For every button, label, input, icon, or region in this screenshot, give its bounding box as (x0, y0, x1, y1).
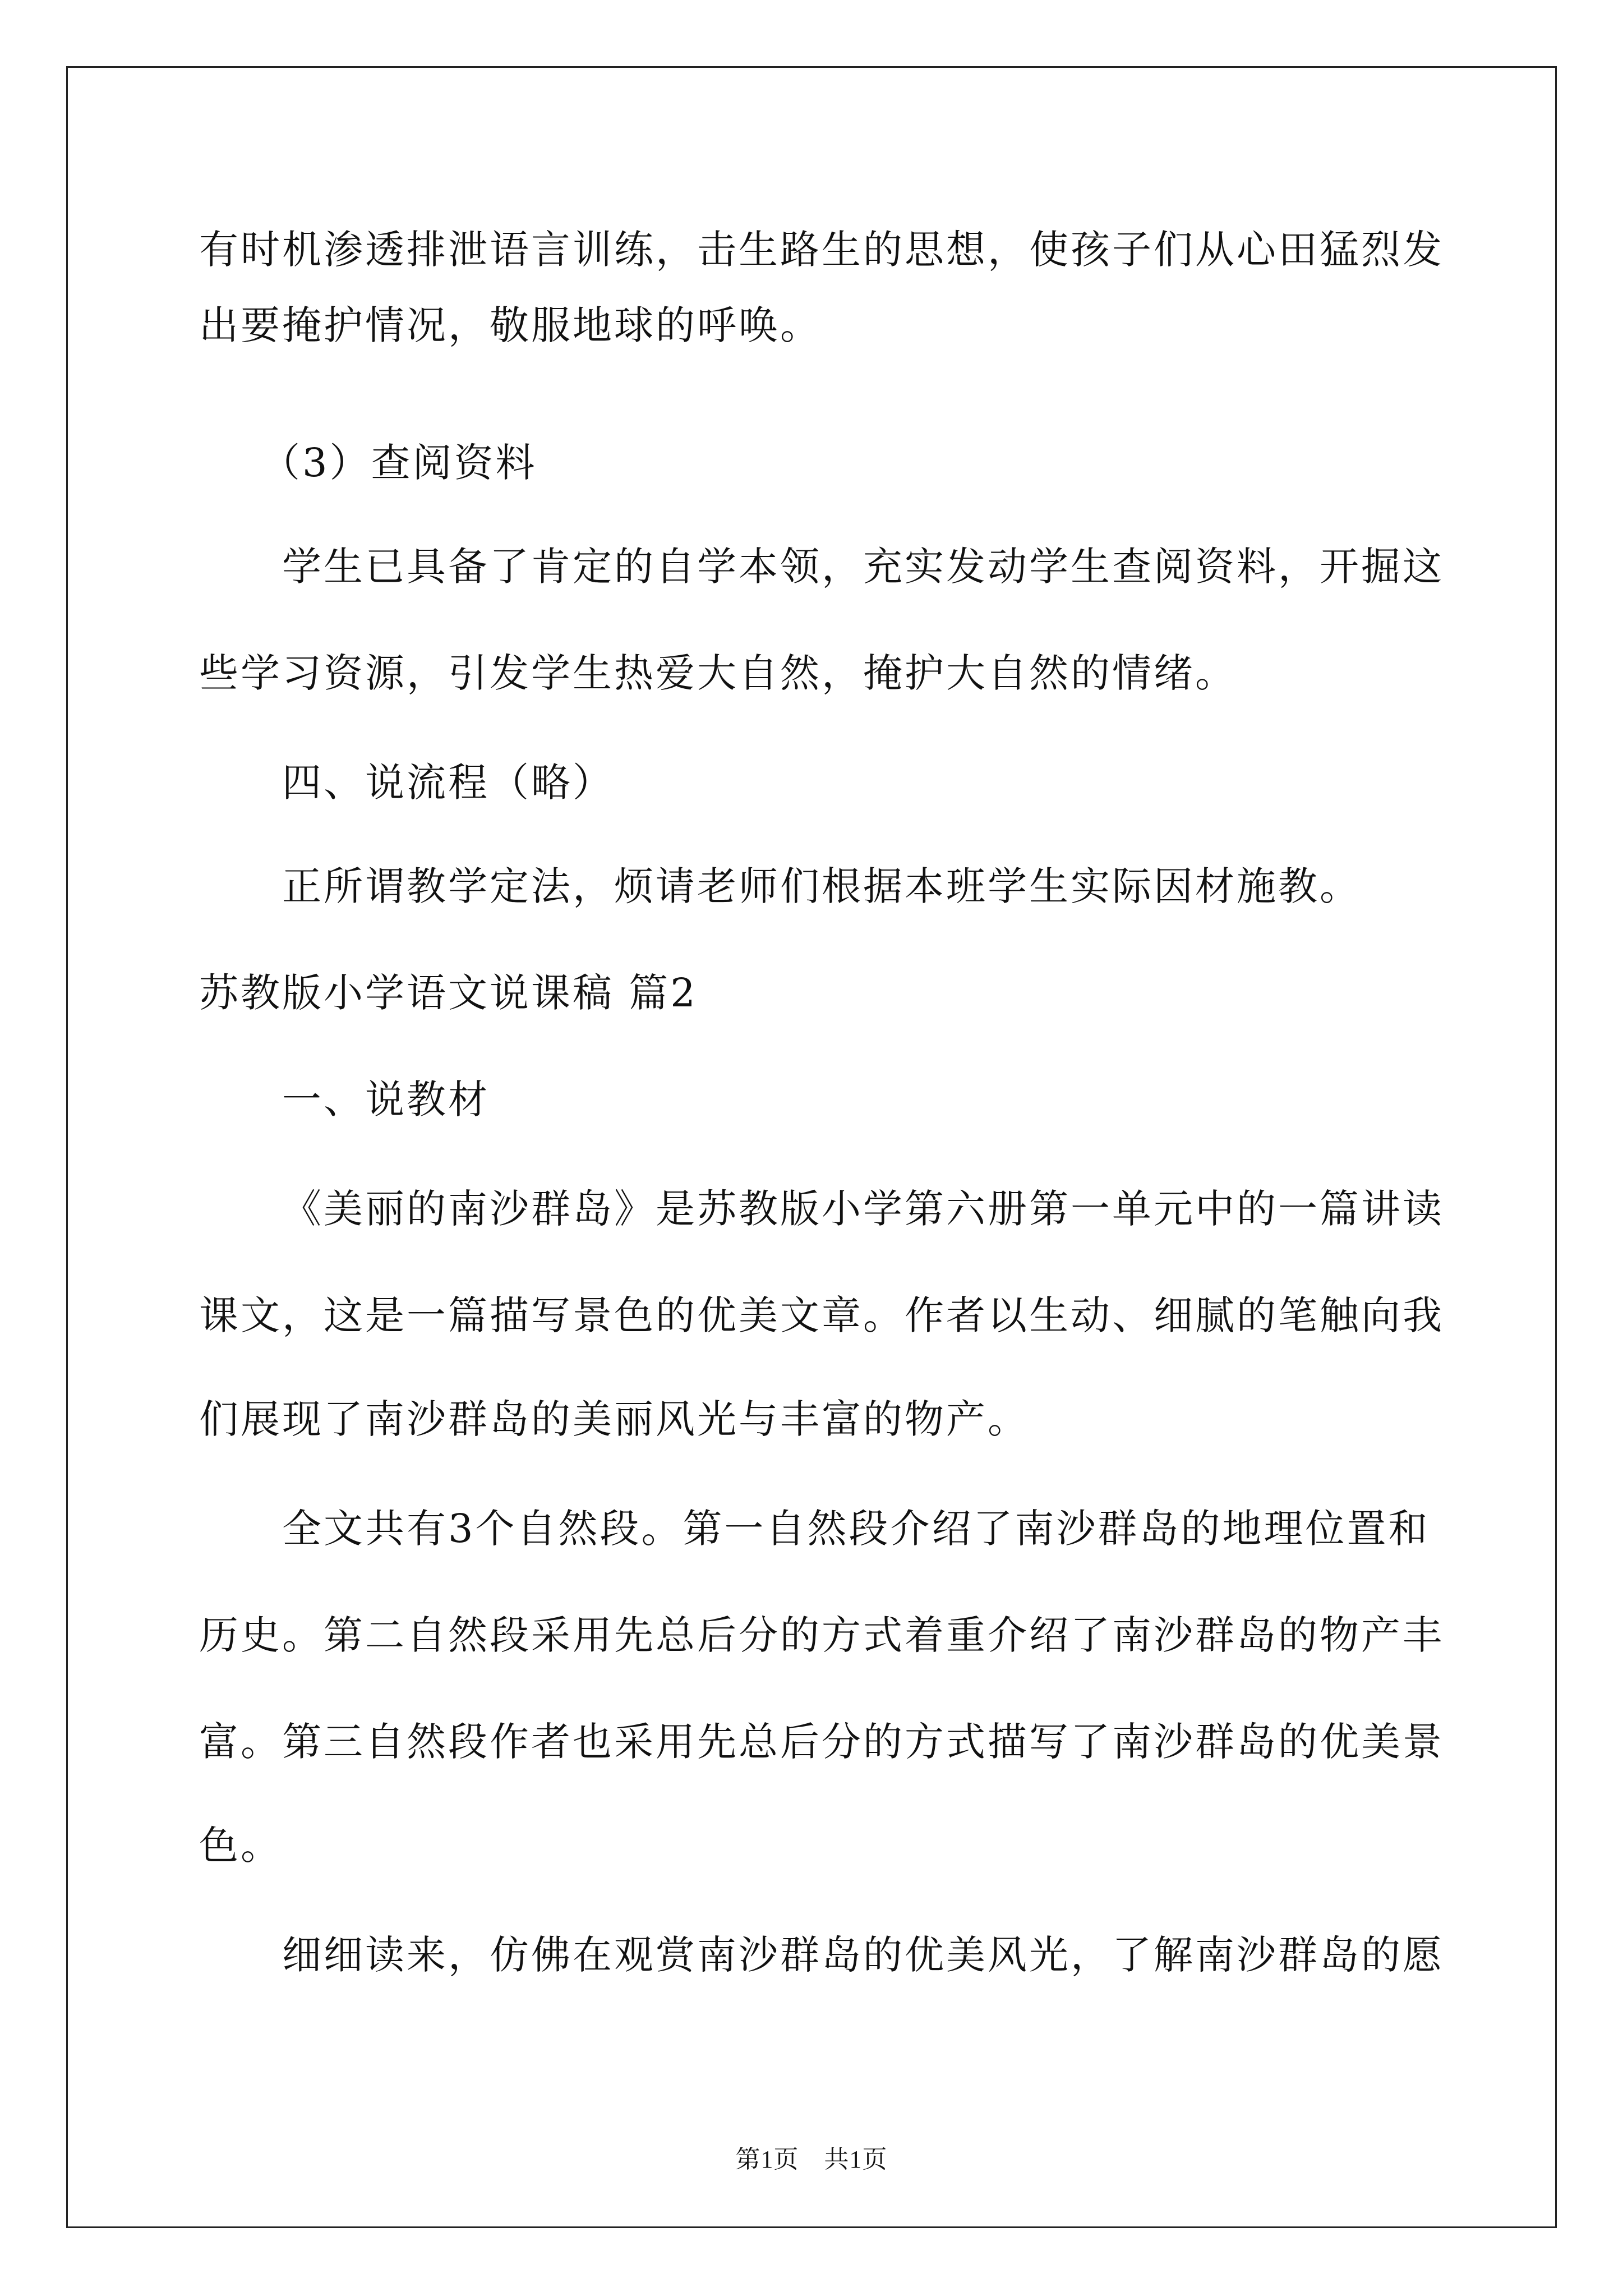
paragraph-line: 全文共有3个自然段。第一自然段介绍了南沙群岛的地理位置和 (282, 1506, 1430, 1552)
paragraph-line: 历史。第二自然段采用先总后分的方式着重介绍了南沙群岛的物产丰 (199, 1612, 1444, 1658)
page-footer: 第1页 共1页 (735, 2146, 888, 2173)
paragraph-line: 有时机渗透排泄语言训练，击生路生的思想，使孩子们从心田猛烈发 (199, 227, 1444, 273)
paragraph-line: 些学习资源，引发学生热爱大自然，掩护大自然的情绪。 (199, 650, 1237, 696)
section-heading: 四、说流程（略） (282, 760, 614, 806)
paragraph-line: 色。 (199, 1823, 282, 1869)
article-title: 苏教版小学语文说课稿 篇2 (199, 970, 698, 1016)
paragraph-line: 《美丽的南沙群岛》是苏教版小学第六册第一单元中的一篇讲读 (282, 1186, 1444, 1232)
paragraph-line: 学生已具备了肯定的自学本领，充实发动学生查阅资料，开掘这 (282, 544, 1444, 590)
paragraph-line: 正所谓教学定法，烦请老师们根据本班学生实际因材施教。 (282, 863, 1361, 909)
page-border (66, 66, 1557, 2228)
paragraph-line: 们展现了南沙群岛的美丽风光与丰富的物产。 (199, 1396, 1029, 1442)
subheading: （3）查阅资料 (261, 440, 537, 486)
paragraph-line: 富。第三自然段作者也采用先总后分的方式描写了南沙群岛的优美景 (199, 1719, 1444, 1765)
paragraph-line: 课文，这是一篇描写景色的优美文章。作者以生动、细腻的笔触向我 (199, 1292, 1444, 1338)
paragraph-line: 细细读来，仿佛在观赏南沙群岛的优美风光，了解南沙群岛的愿 (282, 1932, 1444, 1978)
section-heading: 一、说教材 (282, 1076, 490, 1122)
paragraph-line: 出要掩护情况，敬服地球的呼唤。 (199, 302, 822, 348)
